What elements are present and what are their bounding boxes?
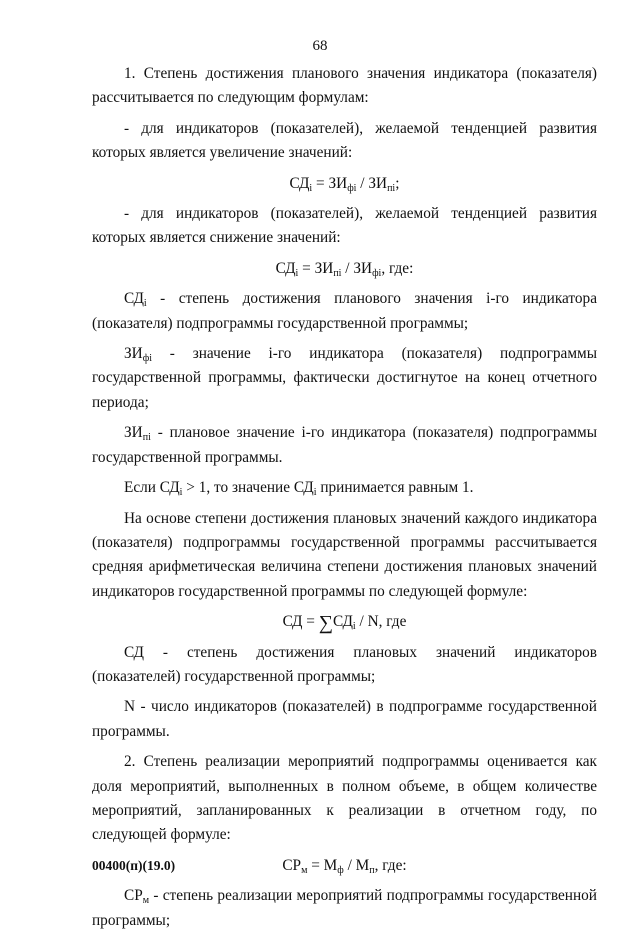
definition-sr-m: $СР_м$ - степень реализации мероприятий подпрограммы государственной программы;	[92, 887, 597, 929]
definition-sd-i: $СД_i$ - степень достижения планового значения i-го индикатора (показателя) подпрограммы государственной программы;	[92, 290, 597, 332]
formula-measures: $СР_м = М_ф / М_п$, где:	[282, 856, 407, 876]
footer-code: 00400(п)(19.0)	[92, 858, 176, 873]
condition-sd: Если $СД_i > 1$, то значение $СД_i$ принимается равным 1.	[124, 479, 474, 499]
page-number: 68	[312, 38, 328, 54]
paragraph-increase: - для индикаторов (показателей), желаемой тенденцией развития которых является увеличение значений:	[92, 119, 597, 162]
paragraph-2: 2. Степень реализации мероприятий подпрограммы оценивается как доля мероприятий, выполненных в полном объеме, в общем количестве мероприятий, запланированных к реализации в отчетном году, по следующей формуле:	[92, 753, 597, 844]
definition-zi-plan: $ЗИ_{пi}$ - плановое значение i-го индикатора (показателя) подпрограммы государственной программы.	[92, 424, 597, 466]
definition-sd: СД - степень достижения плановых значений индикаторов (показателей) государственной программы;	[92, 643, 597, 685]
formula-decrease: $СД_i = ЗИ_{пi} / ЗИ_{фi}$, где:	[275, 259, 414, 279]
sum-symbol: ∑	[318, 612, 334, 635]
formula-average: СД = $\sum СД_i$ / N, где	[282, 612, 407, 635]
formula-increase: $СД_i = ЗИ_{фi} / ЗИ_{пi}$;	[289, 174, 400, 194]
paragraph-1: 1. Степень достижения планового значения индикатора (показателя) рассчитывается по следующим формулам:	[92, 65, 597, 107]
paragraph-decrease: - для индикаторов (показателей), желаемой тенденцией развития которых является снижение значений:	[92, 205, 597, 247]
definition-n: N - число индикаторов (показателей) в подпрограмме государственной программы.	[92, 698, 597, 740]
paragraph-average: На основе степени достижения плановых значений каждого индикатора (показателя) подпрограммы государственной программы рассчитывается средняя арифметическая величина степени достижения плановых значений индикаторов государственной программы по следующей формуле:	[92, 509, 597, 600]
document-body	[92, 62, 597, 939]
definition-zi-fact: $ЗИ_{фi}$ - значение i-го индикатора (показателя) подпрограммы государственной программы, фактически достигнутое на конец отчетного периода;	[92, 345, 597, 411]
